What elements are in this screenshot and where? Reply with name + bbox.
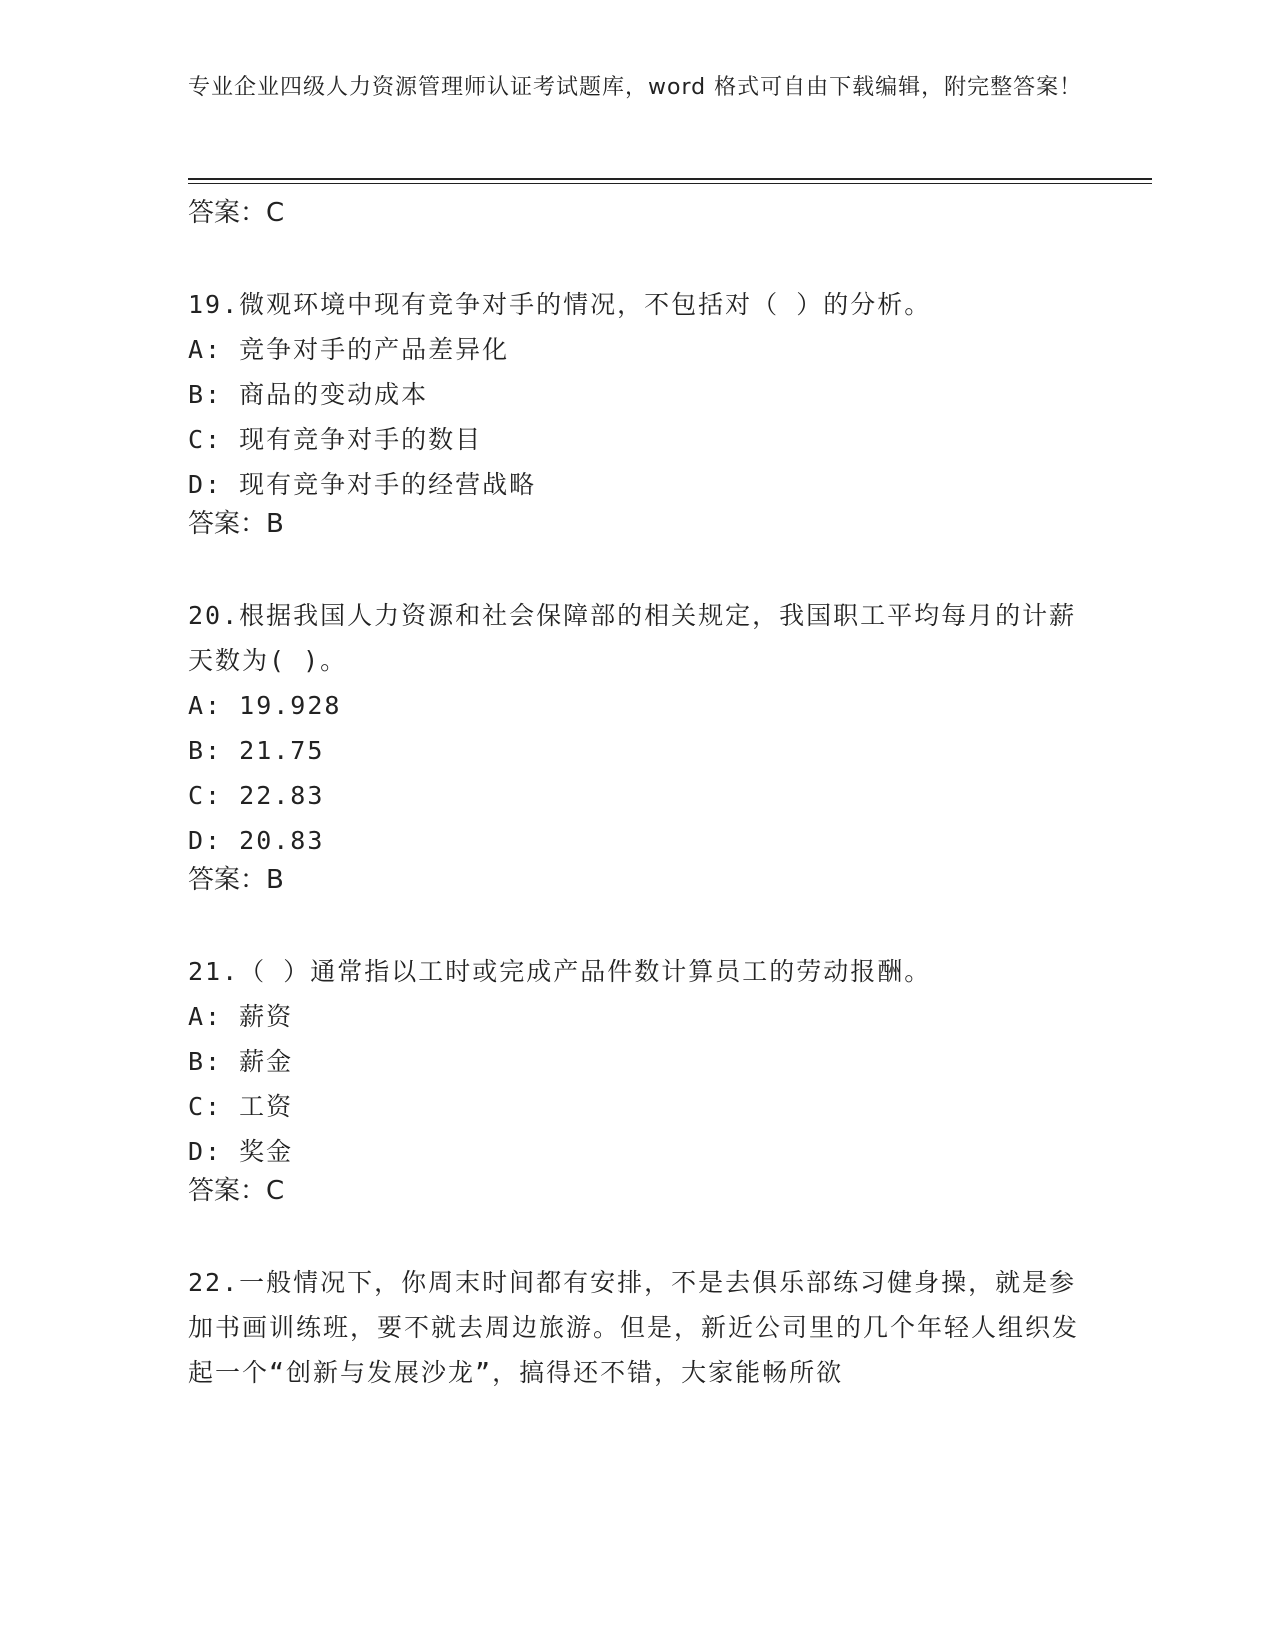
question-20 — [188, 593, 1088, 897]
question-stem: 21.（ ）通常指以工时或完成产品件数计算员工的劳动报酬。 — [188, 957, 932, 986]
option-b: B: 商品的变动成本 — [188, 380, 429, 409]
option-a: A: 19.928 — [188, 691, 342, 720]
option-c: C: 工资 — [188, 1092, 294, 1121]
question-22 — [188, 1260, 1088, 1395]
question-stem: 22.一般情况下，你周末时间都有安排，不是去俱乐部练习健身操，就是参加书画训练班，要不就去周边旅游。但是，新近公司里的几个年轻人组织发起一个“创新与发展沙龙”，搞得还不错，大家能畅所欲 — [188, 1268, 1080, 1387]
header-divider — [188, 178, 1152, 180]
answer-line: 答案：C — [188, 198, 285, 228]
answer-line: 答案：B — [188, 865, 284, 895]
option-d: D: 现有竞争对手的经营战略 — [188, 470, 537, 499]
question-stem: 20.根据我国人力资源和社会保障部的相关规定，我国职工平均每月的计薪天数为( )。 — [188, 601, 1077, 675]
option-b: B: 21.75 — [188, 736, 325, 765]
question-21 — [188, 949, 1088, 1208]
option-d: D: 20.83 — [188, 826, 325, 855]
question-19 — [188, 282, 1088, 541]
page-header: 专业企业四级人力资源管理师认证考试题库，word 格式可自由下载编辑，附完整答案！ — [188, 75, 1083, 100]
document-body — [188, 190, 1088, 1395]
answer-line: 答案：C — [188, 1176, 285, 1206]
option-c: C: 现有竞争对手的数目 — [188, 425, 483, 454]
option-c: C: 22.83 — [188, 781, 325, 810]
option-a: A: 薪资 — [188, 1002, 294, 1031]
option-a: A: 竞争对手的产品差异化 — [188, 335, 510, 364]
option-d: D: 奖金 — [188, 1137, 294, 1166]
header-divider-thin — [188, 183, 1152, 184]
answer-line: 答案：B — [188, 509, 284, 539]
question-stem: 19.微观环境中现有竞争对手的情况，不包括对（ ）的分析。 — [188, 290, 932, 319]
option-b: B: 薪金 — [188, 1047, 294, 1076]
